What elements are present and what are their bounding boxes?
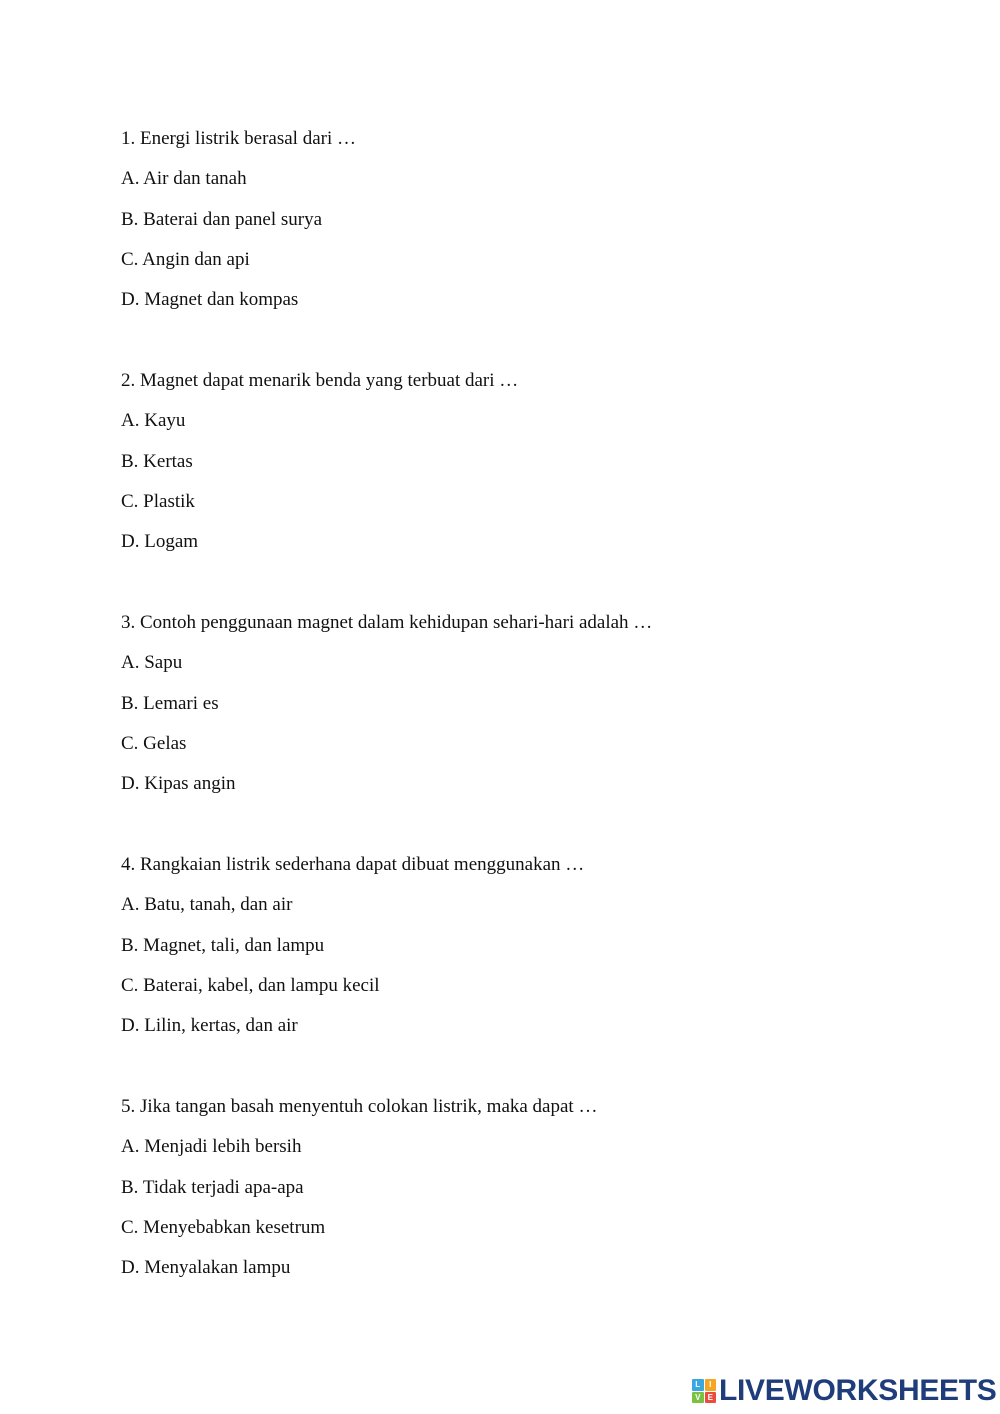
option-c[interactable]: C. Plastik — [121, 490, 195, 512]
question-text: 5. Jika tangan basah menyentuh colokan listrik, maka dapat … — [121, 1095, 598, 1117]
option-d[interactable]: D. Menyalakan lampu — [121, 1257, 291, 1279]
option-b[interactable]: B. Tidak terjadi apa-apa — [121, 1176, 304, 1198]
question-1 — [121, 119, 941, 320]
liveworksheets-brand — [692, 1374, 997, 1408]
option-a[interactable]: A. Menjadi lebih bersih — [121, 1136, 302, 1158]
logo-letter-v: V — [692, 1392, 704, 1404]
question-3 — [121, 603, 941, 804]
option-c[interactable]: C. Gelas — [121, 732, 187, 754]
question-text: 4. Rangkaian listrik sederhana dapat dibuat menggunakan … — [121, 853, 585, 875]
option-a[interactable]: A. Sapu — [121, 652, 183, 674]
option-d[interactable]: D. Lilin, kertas, dan air — [121, 1015, 298, 1037]
option-b[interactable]: B. Baterai dan panel surya — [121, 208, 323, 230]
option-b[interactable]: B. Magnet, tali, dan lampu — [121, 934, 325, 956]
option-d[interactable]: D. Logam — [121, 531, 199, 553]
question-2 — [121, 361, 941, 562]
option-c[interactable]: C. Menyebabkan kesetrum — [121, 1216, 326, 1238]
option-b[interactable]: B. Lemari es — [121, 692, 219, 714]
worksheet — [121, 119, 941, 1329]
question-4 — [121, 845, 941, 1046]
liveworksheets-logo-icon — [692, 1379, 716, 1403]
logo-letter-l: L — [692, 1379, 704, 1391]
question-text: 1. Energi listrik berasal dari … — [121, 128, 356, 149]
logo-letter-i: I — [705, 1379, 717, 1391]
question-text: 3. Contoh penggunaan magnet dalam kehidupan sehari-hari adalah … — [121, 611, 653, 633]
option-c[interactable]: C. Angin dan api — [121, 248, 250, 270]
option-c[interactable]: C. Baterai, kabel, dan lampu kecil — [121, 974, 380, 996]
option-a[interactable]: A. Kayu — [121, 410, 186, 432]
option-d[interactable]: D. Kipas angin — [121, 773, 236, 795]
question-text: 2. Magnet dapat menarik benda yang terbuat dari … — [121, 369, 519, 391]
option-a[interactable]: A. Air dan tanah — [121, 168, 247, 190]
brand-name: LIVEWORKSHEETS — [719, 1374, 997, 1407]
logo-letter-e: E — [705, 1392, 717, 1404]
question-5 — [121, 1087, 941, 1288]
option-d[interactable]: D. Magnet dan kompas — [121, 289, 299, 311]
option-a[interactable]: A. Batu, tanah, dan air — [121, 894, 293, 916]
option-b[interactable]: B. Kertas — [121, 450, 193, 472]
